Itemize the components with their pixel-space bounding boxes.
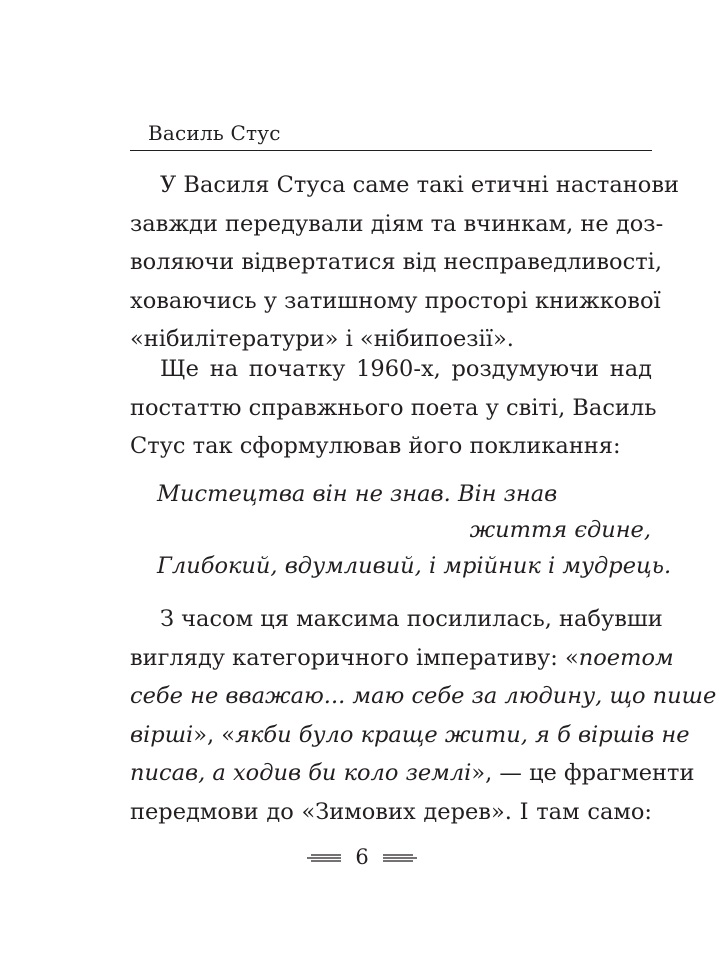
paragraph-line: передмови до «Зимових дерев». І там само: [130,798,652,825]
folio [0,842,724,872]
poem-line: Глибокий, вдумливий, і мрійник і мудрець. [157,553,672,579]
page-number: 6 [355,845,369,869]
paragraph-line [130,754,695,793]
running-head [130,118,652,151]
paragraph-line [130,716,690,755]
paragraph-line: постаттю справжнього поета у світі, Василь [130,394,657,421]
paragraph-2 [130,350,657,466]
paragraph-3 [130,600,717,831]
folio-ornament-right-icon [383,853,417,863]
paragraph-line: ховаючись у затишному просторі книжкової [130,287,661,314]
text-run: », — це фрагменти [471,760,695,786]
running-head-title: Василь Стус [148,121,281,145]
paragraph-line: З часом ця максима посилилась, набувши [160,606,663,632]
paragraph-line: Ще на початку 1960-х, роздумуючи над [160,356,652,382]
folio-ornament-left-icon [307,853,341,863]
poem-line: Мистецтва він не знав. Він знав [157,481,558,507]
paragraph-line: завжди передували діям та вчинкам, не доз- [130,210,664,237]
paragraph-line [130,639,674,678]
paragraph-line: воляючи відвертатися від несправедливості, [130,249,663,275]
paragraph-1 [130,166,679,359]
poem-line: життя єдине, [469,517,651,543]
text-run: вигляду категоричного імперативу: « [130,644,579,671]
text-run: », « [193,721,236,748]
italic-quote: поетом [578,644,674,671]
italic-quote: вірші [130,721,194,748]
italic-quote: якби було краще жити, я б віршів не [235,721,690,748]
paragraph-line: «нібилітератури» і «нібипоезії». [130,326,514,352]
paragraph-line: У Василя Стуса саме такі етичні настанови [160,172,679,198]
poem-quote [157,476,672,584]
paragraph-line: себе не вважаю... маю себе за людину, що пише [130,683,717,709]
paragraph-line: Стус так сформулював його покликання: [130,433,621,459]
italic-quote: писав, а ходив би коло землі [130,760,472,786]
